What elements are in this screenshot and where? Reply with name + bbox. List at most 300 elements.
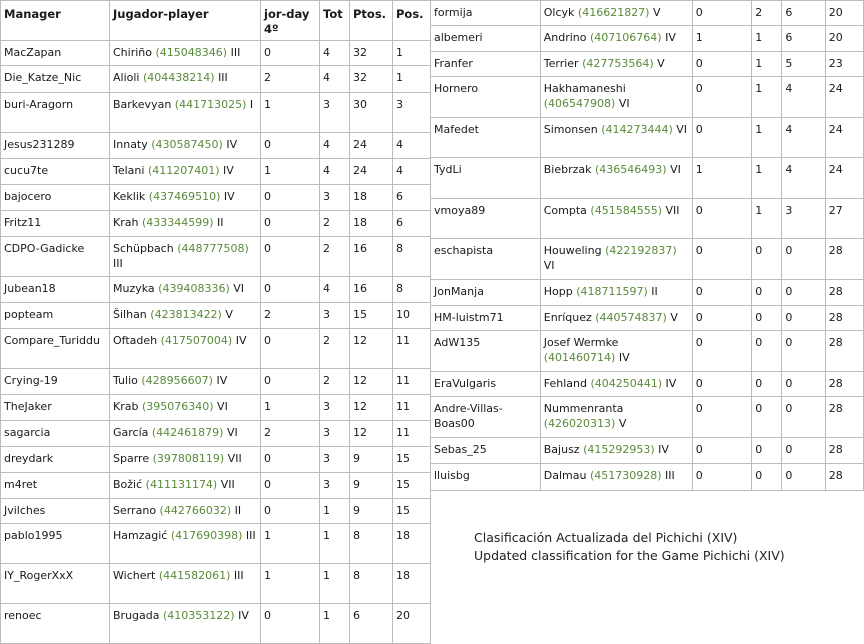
points-cell: 0 — [782, 331, 825, 372]
player-roman-position: IV — [665, 377, 677, 390]
player-id: (404438214) — [142, 71, 215, 84]
total-cell: 0 — [752, 239, 782, 280]
player-name: Brugada — [113, 609, 160, 622]
player-cell — [540, 239, 692, 280]
manager-cell: AdW135 — [431, 331, 541, 372]
player-roman-position: VII — [220, 478, 235, 491]
player-cell — [110, 277, 261, 303]
day-points-cell: 0 — [692, 306, 751, 331]
total-cell: 3 — [320, 473, 350, 499]
player-name: Biebrzak — [543, 163, 592, 176]
player-id: (406547908) — [543, 97, 616, 110]
player-roman-position: V — [618, 417, 627, 430]
points-cell: 8 — [350, 564, 393, 604]
player-roman-position: III — [245, 529, 256, 542]
day-points-cell: 1 — [261, 564, 320, 604]
manager-cell: Jesus231289 — [1, 133, 110, 159]
total-cell: 4 — [320, 133, 350, 159]
player-name: Hopp — [543, 285, 573, 298]
position-cell: 11 — [393, 369, 431, 395]
day-points-cell: 0 — [692, 331, 751, 372]
day-points-cell: 0 — [261, 604, 320, 644]
player-id: (451730928) — [589, 469, 662, 482]
player-roman-position: VI — [676, 123, 688, 136]
points-cell: 16 — [350, 237, 393, 277]
points-cell: 4 — [782, 118, 825, 158]
table-row — [1, 159, 431, 185]
total-cell: 1 — [752, 118, 782, 158]
total-cell: 3 — [320, 395, 350, 421]
player-name: Josef Wermke — [543, 336, 619, 349]
manager-cell: Hornero — [431, 77, 541, 118]
total-cell: 2 — [320, 237, 350, 277]
classification-table-right — [430, 0, 864, 491]
player-cell — [110, 447, 261, 473]
day-points-cell: 0 — [692, 77, 751, 118]
caption-spanish: Clasificación Actualizada del Pichichi (XIV) — [474, 530, 738, 545]
manager-cell: Sebas_25 — [431, 438, 541, 464]
points-cell: 9 — [350, 473, 393, 499]
table-row — [1, 41, 431, 66]
manager-cell: sagarcia — [1, 421, 110, 447]
day-points-cell: 0 — [261, 369, 320, 395]
position-cell: 28 — [825, 239, 863, 280]
player-id: (395076340) — [141, 400, 214, 413]
points-cell: 32 — [350, 41, 393, 66]
player-name: Tulio — [113, 374, 138, 387]
day-points-cell: 0 — [692, 438, 751, 464]
manager-cell: bajocero — [1, 185, 110, 211]
manager-cell: albemeri — [431, 26, 541, 52]
position-cell: 18 — [393, 524, 431, 564]
player-name: Fehland — [543, 377, 587, 390]
manager-cell: lluisbg — [431, 464, 541, 491]
day-points-cell: 1 — [692, 158, 751, 199]
points-cell: 0 — [782, 306, 825, 331]
player-id: (422192837) — [605, 244, 677, 257]
player-cell — [540, 372, 692, 397]
header-position: Pos. — [393, 1, 431, 41]
manager-cell: Franfer — [431, 52, 541, 77]
player-name: Barkevyan — [113, 98, 172, 111]
player-id: (448777508) — [177, 242, 249, 255]
table-row — [431, 464, 864, 491]
position-cell: 10 — [393, 303, 431, 329]
player-cell — [110, 133, 261, 159]
player-id: (411131174) — [145, 478, 218, 491]
manager-cell: eschapista — [431, 239, 541, 280]
points-cell: 32 — [350, 66, 393, 93]
player-cell — [110, 159, 261, 185]
points-cell: 4 — [782, 158, 825, 199]
player-cell — [540, 280, 692, 306]
manager-cell: dreydark — [1, 447, 110, 473]
player-roman-position: IV — [665, 31, 676, 44]
position-cell: 28 — [825, 372, 863, 397]
player-cell — [110, 499, 261, 524]
player-id: (436546493) — [595, 163, 667, 176]
day-points-cell: 0 — [261, 211, 320, 237]
points-cell: 16 — [350, 277, 393, 303]
points-cell: 0 — [782, 372, 825, 397]
table-row — [431, 158, 864, 199]
manager-cell: m4ret — [1, 473, 110, 499]
player-cell — [110, 211, 261, 237]
player-id: (433344599) — [141, 216, 214, 229]
player-roman-position: VI — [543, 259, 555, 272]
day-points-cell: 2 — [261, 303, 320, 329]
player-id: (439408336) — [158, 282, 230, 295]
points-cell: 6 — [782, 1, 825, 26]
player-id: (416621827) — [577, 6, 650, 19]
points-cell: 3 — [782, 199, 825, 239]
position-cell: 20 — [393, 604, 431, 644]
day-points-cell: 2 — [261, 66, 320, 93]
table-row — [1, 277, 431, 303]
day-points-cell: 0 — [692, 239, 751, 280]
player-cell — [540, 77, 692, 118]
day-points-cell: 1 — [261, 159, 320, 185]
player-cell — [540, 331, 692, 372]
player-name: Oftadeh — [113, 334, 158, 347]
manager-cell: cucu7te — [1, 159, 110, 185]
player-cell — [540, 464, 692, 491]
player-cell — [110, 329, 261, 369]
manager-cell: JonManja — [431, 280, 541, 306]
position-cell: 3 — [393, 93, 431, 133]
header-player: Jugador-player — [110, 1, 261, 41]
table-row — [431, 1, 864, 26]
total-cell: 4 — [320, 66, 350, 93]
player-id: (442766032) — [159, 504, 232, 517]
manager-cell: Mafedet — [431, 118, 541, 158]
table-row — [1, 237, 431, 277]
player-name: Šilhan — [113, 308, 147, 321]
player-cell — [110, 237, 261, 277]
player-roman-position: VI — [217, 400, 228, 413]
player-cell — [110, 41, 261, 66]
total-cell: 0 — [752, 464, 782, 491]
manager-cell: IY_RogerXxX — [1, 564, 110, 604]
classification-table-left — [0, 0, 431, 644]
points-cell: 12 — [350, 369, 393, 395]
points-cell: 12 — [350, 395, 393, 421]
player-name: Olcyk — [543, 6, 575, 19]
total-cell: 0 — [752, 306, 782, 331]
table-row — [1, 564, 431, 604]
table-row — [1, 185, 431, 211]
manager-cell: Jubean18 — [1, 277, 110, 303]
table-row — [431, 239, 864, 280]
day-points-cell: 1 — [261, 93, 320, 133]
player-id: (415048346) — [155, 46, 228, 59]
points-cell: 9 — [350, 447, 393, 473]
table-row — [1, 473, 431, 499]
total-cell: 2 — [320, 329, 350, 369]
points-cell: 8 — [350, 524, 393, 564]
position-cell: 4 — [393, 133, 431, 159]
day-points-cell: 1 — [692, 26, 751, 52]
table-row — [431, 118, 864, 158]
table-row — [431, 52, 864, 77]
player-id: (428956607) — [141, 374, 213, 387]
table-row — [431, 372, 864, 397]
day-points-cell: 0 — [692, 464, 751, 491]
total-cell: 1 — [752, 158, 782, 199]
player-roman-position: IV — [223, 164, 234, 177]
manager-cell: Andre-Villas-Boas00 — [431, 397, 541, 438]
position-cell: 8 — [393, 237, 431, 277]
manager-cell: CDPO-Gadicke — [1, 237, 110, 277]
total-cell: 1 — [320, 604, 350, 644]
player-name: Božić — [113, 478, 143, 491]
player-name: Simonsen — [543, 123, 598, 136]
table-row — [1, 447, 431, 473]
header-total: Tot — [320, 1, 350, 41]
player-cell — [540, 199, 692, 239]
player-roman-position: IV — [226, 138, 238, 151]
position-cell: 15 — [393, 447, 431, 473]
player-cell — [540, 438, 692, 464]
player-cell — [540, 1, 692, 26]
day-points-cell: 0 — [261, 499, 320, 524]
player-cell — [110, 421, 261, 447]
player-roman-position: III — [230, 46, 241, 59]
player-name: Enríquez — [543, 311, 592, 324]
day-points-cell: 0 — [692, 280, 751, 306]
header-points: Ptos. — [350, 1, 393, 41]
day-points-cell: 0 — [261, 329, 320, 369]
player-cell — [110, 303, 261, 329]
player-cell — [540, 118, 692, 158]
manager-cell: vmoya89 — [431, 199, 541, 239]
day-points-cell: 1 — [261, 395, 320, 421]
points-cell: 0 — [782, 464, 825, 491]
player-cell — [540, 52, 692, 77]
position-cell: 11 — [393, 395, 431, 421]
manager-cell: TydLi — [431, 158, 541, 199]
position-cell: 28 — [825, 280, 863, 306]
table-row — [1, 369, 431, 395]
points-cell: 15 — [350, 303, 393, 329]
player-name: Krab — [113, 400, 139, 413]
points-cell: 6 — [350, 604, 393, 644]
points-cell: 0 — [782, 239, 825, 280]
total-cell: 1 — [752, 199, 782, 239]
position-cell: 1 — [393, 66, 431, 93]
player-cell — [110, 66, 261, 93]
position-cell: 11 — [393, 329, 431, 369]
total-cell: 0 — [752, 372, 782, 397]
player-roman-position: V — [657, 57, 665, 70]
player-cell — [110, 93, 261, 133]
manager-cell: buri-Aragorn — [1, 93, 110, 133]
player-roman-position: VI — [233, 282, 245, 295]
position-cell: 28 — [825, 464, 863, 491]
player-id: (418711597) — [576, 285, 648, 298]
table-row — [1, 395, 431, 421]
player-name: Nummenranta — [543, 402, 624, 415]
table-row — [431, 438, 864, 464]
day-points-cell: 0 — [261, 185, 320, 211]
points-cell: 18 — [350, 211, 393, 237]
header-day: jor-day 4º — [261, 1, 320, 41]
total-cell: 3 — [320, 447, 350, 473]
day-points-cell: 0 — [692, 397, 751, 438]
total-cell: 1 — [752, 26, 782, 52]
position-cell: 24 — [825, 77, 863, 118]
total-cell: 1 — [320, 524, 350, 564]
player-name: Krah — [113, 216, 139, 229]
points-cell: 12 — [350, 421, 393, 447]
player-name: Innaty — [113, 138, 148, 151]
player-name: Dalmau — [543, 469, 587, 482]
player-id: (410353122) — [163, 609, 235, 622]
manager-cell: Compare_Turiddu — [1, 329, 110, 369]
player-id: (427753564) — [582, 57, 654, 70]
table-row — [431, 397, 864, 438]
player-name: Bajusz — [543, 443, 580, 456]
position-cell: 28 — [825, 438, 863, 464]
player-roman-position: V — [670, 311, 678, 324]
points-cell: 9 — [350, 499, 393, 524]
player-id: (417690398) — [170, 529, 243, 542]
player-cell — [540, 397, 692, 438]
player-id: (441713025) — [174, 98, 247, 111]
points-cell: 6 — [782, 26, 825, 52]
day-points-cell: 0 — [261, 447, 320, 473]
player-cell — [110, 395, 261, 421]
table-row — [431, 331, 864, 372]
day-points-cell: 0 — [692, 199, 751, 239]
total-cell: 0 — [752, 280, 782, 306]
player-name: Andrino — [543, 31, 587, 44]
player-roman-position: V — [225, 308, 233, 321]
header-manager: Manager — [1, 1, 110, 41]
player-id: (441582061) — [158, 569, 231, 582]
position-cell: 28 — [825, 397, 863, 438]
table-row — [1, 524, 431, 564]
player-name: Serrano — [113, 504, 157, 517]
player-cell — [110, 185, 261, 211]
player-name: Hakhamaneshi — [543, 82, 626, 95]
player-roman-position: IV — [235, 334, 247, 347]
manager-cell: MacZapan — [1, 41, 110, 66]
player-roman-position: III — [218, 71, 228, 84]
position-cell: 20 — [825, 1, 863, 26]
player-roman-position: I — [249, 98, 254, 111]
table-row — [431, 26, 864, 52]
manager-cell: Fritz11 — [1, 211, 110, 237]
points-cell: 0 — [782, 438, 825, 464]
manager-cell: Crying-19 — [1, 369, 110, 395]
player-id: (417507004) — [160, 334, 233, 347]
manager-cell: renoec — [1, 604, 110, 644]
player-roman-position: II — [651, 285, 658, 298]
total-cell: 4 — [320, 159, 350, 185]
table-row — [1, 604, 431, 644]
position-cell: 4 — [393, 159, 431, 185]
total-cell: 0 — [752, 438, 782, 464]
player-cell — [110, 564, 261, 604]
total-cell: 3 — [320, 303, 350, 329]
player-roman-position: IV — [658, 443, 669, 456]
total-cell: 3 — [320, 421, 350, 447]
player-name: Hamzagić — [113, 529, 168, 542]
day-points-cell: 0 — [692, 372, 751, 397]
points-cell: 18 — [350, 185, 393, 211]
total-cell: 1 — [752, 52, 782, 77]
player-id: (451584555) — [590, 204, 662, 217]
player-id: (437469510) — [148, 190, 221, 203]
player-name: Keklik — [113, 190, 146, 203]
day-points-cell: 0 — [692, 1, 751, 26]
player-name: Alioli — [113, 71, 140, 84]
player-cell — [540, 26, 692, 52]
total-cell: 3 — [320, 93, 350, 133]
day-points-cell: 0 — [261, 237, 320, 277]
manager-cell: pablo1995 — [1, 524, 110, 564]
points-cell: 24 — [350, 159, 393, 185]
total-cell: 2 — [320, 211, 350, 237]
day-points-cell: 0 — [261, 133, 320, 159]
manager-cell: HM-luistm71 — [431, 306, 541, 331]
player-roman-position: VI — [618, 97, 630, 110]
player-cell — [110, 524, 261, 564]
manager-cell: formija — [431, 1, 541, 26]
player-roman-position: II — [234, 504, 242, 517]
player-roman-position: IV — [618, 351, 630, 364]
manager-cell: Die_Katze_Nic — [1, 66, 110, 93]
player-cell — [540, 158, 692, 199]
day-points-cell: 0 — [261, 277, 320, 303]
day-points-cell: 2 — [261, 421, 320, 447]
player-roman-position: IV — [216, 374, 228, 387]
position-cell: 18 — [393, 564, 431, 604]
player-name: Chiriño — [113, 46, 152, 59]
total-cell: 4 — [320, 41, 350, 66]
player-id: (423813422) — [150, 308, 222, 321]
player-id: (426020313) — [543, 417, 616, 430]
day-points-cell: 1 — [261, 524, 320, 564]
caption — [474, 529, 785, 565]
player-id: (414273444) — [601, 123, 673, 136]
table-row — [1, 499, 431, 524]
table-row — [1, 93, 431, 133]
total-cell: 2 — [752, 1, 782, 26]
player-cell — [110, 473, 261, 499]
player-roman-position: VII — [665, 204, 680, 217]
points-cell: 0 — [782, 397, 825, 438]
position-cell: 23 — [825, 52, 863, 77]
points-cell: 4 — [782, 77, 825, 118]
manager-cell: EraVulgaris — [431, 372, 541, 397]
player-roman-position: III — [665, 469, 675, 482]
player-name: Houweling — [543, 244, 602, 257]
manager-cell: popteam — [1, 303, 110, 329]
player-cell — [110, 604, 261, 644]
position-cell: 28 — [825, 306, 863, 331]
position-cell: 20 — [825, 26, 863, 52]
table-row — [1, 133, 431, 159]
day-points-cell: 0 — [692, 118, 751, 158]
player-roman-position: III — [113, 257, 123, 270]
total-cell: 3 — [320, 185, 350, 211]
player-roman-position: IV — [223, 190, 235, 203]
table-row — [1, 211, 431, 237]
position-cell: 8 — [393, 277, 431, 303]
player-id: (430587450) — [151, 138, 223, 151]
